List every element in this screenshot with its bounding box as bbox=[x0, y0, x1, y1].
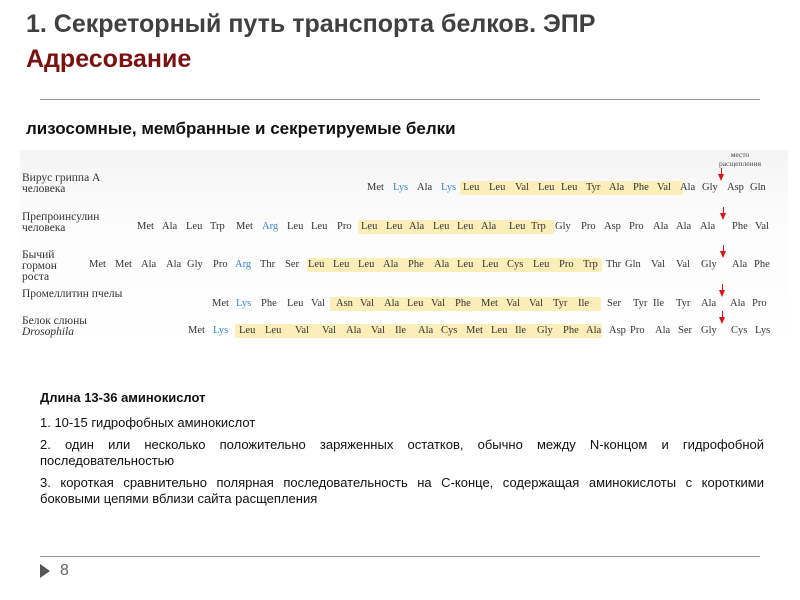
residue: Phe bbox=[563, 325, 579, 336]
residue: Gly bbox=[701, 259, 717, 270]
residue: Val bbox=[529, 298, 543, 309]
sequence-row bbox=[20, 248, 788, 282]
sequence-row bbox=[20, 170, 788, 204]
residue: Val bbox=[295, 325, 309, 336]
residue: Gln bbox=[750, 182, 766, 193]
residue: Thr bbox=[260, 259, 276, 270]
residue: Ala bbox=[418, 325, 434, 336]
residue: Cys bbox=[441, 325, 458, 336]
residue: Ala bbox=[586, 325, 602, 336]
organism-label bbox=[22, 250, 57, 283]
residue: Arg bbox=[235, 259, 252, 270]
organism-label-line: человека bbox=[22, 222, 66, 234]
residue: Gly bbox=[702, 182, 718, 193]
organism-label bbox=[22, 316, 87, 338]
residue: Ala bbox=[417, 182, 433, 193]
length-item: Длина 13-36 аминокислот bbox=[40, 390, 206, 405]
top-divider bbox=[40, 99, 760, 100]
cleavage-arrow-icon bbox=[720, 213, 726, 220]
residue: Tyr bbox=[633, 298, 648, 309]
residue: Val bbox=[515, 182, 529, 193]
residue: Leu bbox=[433, 221, 450, 232]
residue: Ser bbox=[285, 259, 299, 270]
organism-label-line: Препроинсулин bbox=[22, 211, 100, 223]
residue: Ala bbox=[732, 259, 748, 270]
organism-label-line: Белок слюны bbox=[22, 315, 87, 327]
residue: Ala bbox=[409, 221, 425, 232]
residue: Pro bbox=[213, 259, 228, 270]
residue: Met bbox=[212, 298, 229, 309]
residue: Asp bbox=[727, 182, 744, 193]
residue: Val bbox=[322, 325, 336, 336]
cleavage-arrow-icon bbox=[719, 290, 725, 297]
cleavage-arrow-icon bbox=[720, 251, 726, 258]
organism-label-line: человека bbox=[22, 183, 66, 195]
residue: Gly bbox=[537, 325, 553, 336]
bottom-divider bbox=[40, 556, 760, 557]
residue: Leu bbox=[186, 221, 203, 232]
residue: Val bbox=[506, 298, 520, 309]
residue: Arg bbox=[262, 221, 279, 232]
sequence-row bbox=[20, 210, 788, 244]
residue: Phe bbox=[455, 298, 471, 309]
sequence-row bbox=[20, 315, 788, 349]
residue: Ala bbox=[676, 221, 692, 232]
residue: Leu bbox=[491, 325, 508, 336]
residue: Ala bbox=[383, 259, 399, 270]
organism-label-line: Drosophila bbox=[22, 326, 74, 338]
residue: Phe bbox=[754, 259, 770, 270]
residue: Asp bbox=[604, 221, 621, 232]
residue: Met bbox=[466, 325, 483, 336]
slide-footer bbox=[40, 562, 69, 580]
residue: Tyr bbox=[586, 182, 601, 193]
signal-sequence-figure bbox=[20, 150, 788, 345]
residue: Leu bbox=[287, 298, 304, 309]
residue: Leu bbox=[407, 298, 424, 309]
residue: Met bbox=[188, 325, 205, 336]
hydrophobic-region bbox=[307, 258, 602, 272]
cleavage-arrow-icon bbox=[719, 317, 725, 324]
residue: Leu bbox=[333, 259, 350, 270]
residue: Ala bbox=[701, 298, 717, 309]
residue: Ala bbox=[481, 221, 497, 232]
page-number: 8 bbox=[60, 562, 69, 579]
residue: Gly bbox=[555, 221, 571, 232]
signal-sequence-properties bbox=[40, 390, 764, 513]
residue: Ile bbox=[653, 298, 665, 309]
residue: Leu bbox=[239, 325, 256, 336]
residue: Met bbox=[367, 182, 384, 193]
residue: Leu bbox=[538, 182, 555, 193]
residue: Val bbox=[311, 298, 325, 309]
residue: Met bbox=[137, 221, 154, 232]
residue: Leu bbox=[561, 182, 578, 193]
residue: Leu bbox=[287, 221, 304, 232]
residue: Val bbox=[651, 259, 665, 270]
residue: Met bbox=[481, 298, 498, 309]
residue: Leu bbox=[533, 259, 550, 270]
residue: Gly bbox=[701, 325, 717, 336]
residue: Asn bbox=[336, 298, 353, 309]
residue: Met bbox=[115, 259, 132, 270]
residue: Val bbox=[657, 182, 671, 193]
residue: Phe bbox=[261, 298, 277, 309]
residue: Ala bbox=[653, 221, 669, 232]
residue: Leu bbox=[361, 221, 378, 232]
residue: Leu bbox=[482, 259, 499, 270]
residue: Pro bbox=[752, 298, 767, 309]
organism-label bbox=[22, 212, 99, 234]
residue: Ile bbox=[515, 325, 527, 336]
residue: Ser bbox=[607, 298, 621, 309]
residue: Pro bbox=[581, 221, 596, 232]
residue: Pro bbox=[629, 221, 644, 232]
next-arrow-icon[interactable] bbox=[40, 564, 50, 578]
residue: Ala bbox=[166, 259, 182, 270]
residue: Cys bbox=[731, 325, 748, 336]
residue: Ala bbox=[730, 298, 746, 309]
slide-subtitle: лизосомные, мембранные и секретируемые белки bbox=[26, 119, 456, 138]
organism-label-line: Вирус гриппа А bbox=[22, 172, 101, 184]
residue: Lys bbox=[236, 298, 252, 309]
cleavage-site-label: место расщепления bbox=[718, 150, 762, 168]
residue: Leu bbox=[386, 221, 403, 232]
residue: Leu bbox=[457, 221, 474, 232]
residue: Val bbox=[360, 298, 374, 309]
residue: Leu bbox=[463, 182, 480, 193]
residue: Ala bbox=[700, 221, 716, 232]
residue: Val bbox=[676, 259, 690, 270]
organism-label-line: Промеллитин пчелы bbox=[22, 288, 123, 300]
residue: Leu bbox=[265, 325, 282, 336]
residue: Lys bbox=[441, 182, 457, 193]
organism-label-line: гормон bbox=[22, 260, 57, 272]
residue: Ile bbox=[395, 325, 407, 336]
residue: Pro bbox=[559, 259, 574, 270]
residue: Leu bbox=[509, 221, 526, 232]
residue: Ala bbox=[346, 325, 362, 336]
residue: Lys bbox=[393, 182, 409, 193]
residue: Val bbox=[755, 221, 769, 232]
slide-title: 1. Секреторный путь транспорта белков. ЭПР bbox=[26, 10, 596, 38]
residue: Ile bbox=[578, 298, 590, 309]
residue: Val bbox=[371, 325, 385, 336]
residue: Thr bbox=[606, 259, 622, 270]
residue: Phe bbox=[732, 221, 748, 232]
residue: Trp bbox=[531, 221, 546, 232]
residue: Pro bbox=[630, 325, 645, 336]
residue: Gln bbox=[625, 259, 641, 270]
residue: Phe bbox=[633, 182, 649, 193]
residue: Ala bbox=[609, 182, 625, 193]
residue: Gly bbox=[187, 259, 203, 270]
residue: Trp bbox=[583, 259, 598, 270]
residue: Ala bbox=[655, 325, 671, 336]
residue: Ala bbox=[162, 221, 178, 232]
residue: Val bbox=[431, 298, 445, 309]
organism-label bbox=[22, 173, 100, 195]
property-item: 3. короткая сравнительно полярная последовательность на С-конце, содержащая аминокислоты с короткими боковыми цепями вблизи сайта расщепления bbox=[40, 475, 764, 506]
residue: Ala bbox=[434, 259, 450, 270]
residue: Lys bbox=[755, 325, 771, 336]
residue: Ala bbox=[384, 298, 400, 309]
residue: Pro bbox=[337, 221, 352, 232]
residue: Ala bbox=[680, 182, 696, 193]
residue: Leu bbox=[358, 259, 375, 270]
residue: Asp bbox=[609, 325, 626, 336]
cleavage-arrow-icon bbox=[718, 174, 724, 181]
residue: Leu bbox=[308, 259, 325, 270]
property-item: 1. 10-15 гидрофобных аминокислот bbox=[40, 415, 256, 430]
organism-label bbox=[22, 289, 122, 300]
residue: Lys bbox=[213, 325, 229, 336]
residue: Trp bbox=[210, 221, 225, 232]
residue: Ala bbox=[141, 259, 157, 270]
organism-label-line: Бычий bbox=[22, 249, 55, 261]
slide-title-accent: Адресование bbox=[26, 45, 192, 73]
residue: Leu bbox=[457, 259, 474, 270]
residue: Met bbox=[89, 259, 106, 270]
property-item: 2. один или несколько положительно заряженных остатков, обычно между N-концом и гидрофобной последовательностью bbox=[40, 437, 764, 468]
residue: Phe bbox=[408, 259, 424, 270]
residue: Ser bbox=[678, 325, 692, 336]
residue: Tyr bbox=[553, 298, 568, 309]
residue: Met bbox=[236, 221, 253, 232]
residue: Leu bbox=[311, 221, 328, 232]
residue: Tyr bbox=[676, 298, 691, 309]
organism-label-line: роста bbox=[22, 271, 50, 283]
residue: Cys bbox=[507, 259, 524, 270]
residue: Leu bbox=[489, 182, 506, 193]
